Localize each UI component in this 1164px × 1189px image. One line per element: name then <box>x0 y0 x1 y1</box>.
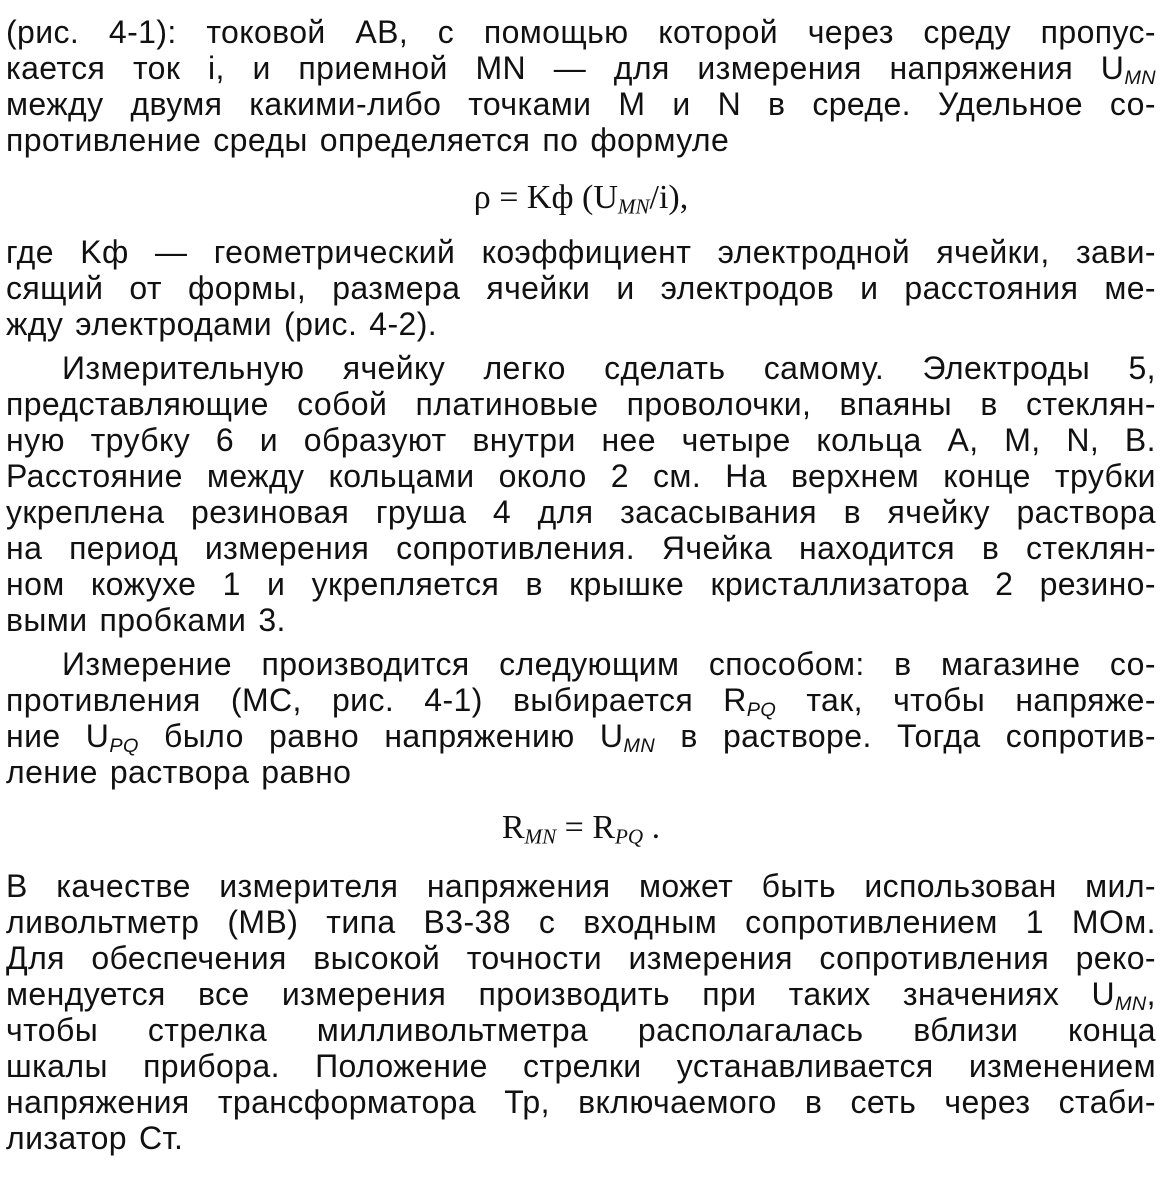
word: чтобы <box>893 682 986 718</box>
word: Ячейка <box>661 530 773 566</box>
word: следующим <box>499 646 680 682</box>
word: изменением <box>968 1048 1156 1084</box>
formula-resistance-equality: $R_{MN} = R_{PQ}$ . <box>501 809 661 849</box>
text-line <box>6 14 1156 50</box>
word: измерения <box>628 940 793 976</box>
word: резиновая <box>191 494 350 530</box>
word: напряже- <box>1015 682 1156 718</box>
word: равно <box>269 718 360 754</box>
word: со- <box>1109 646 1156 682</box>
word: при <box>702 976 757 1012</box>
word: (MC, <box>230 682 302 718</box>
word: раствора <box>109 754 250 790</box>
word: таких <box>788 976 871 1012</box>
word: помощью <box>483 14 629 50</box>
word: $U_{MN}$ <box>599 718 656 757</box>
word: ячейку <box>887 494 990 530</box>
word: На <box>725 458 767 494</box>
word: высокой <box>313 940 441 976</box>
word: 1 <box>222 566 241 602</box>
text-line <box>6 422 1156 458</box>
word: электродами <box>75 306 273 342</box>
paragraph-5 <box>6 868 1156 1156</box>
word: коэффициент <box>481 234 692 270</box>
word: значениях <box>902 976 1060 1012</box>
word: пропус- <box>1040 14 1156 50</box>
word: растворе. <box>722 718 872 754</box>
word: милливольтметра <box>316 1012 589 1048</box>
word: нее <box>601 422 656 458</box>
word: сопротивления. <box>396 530 636 566</box>
word: кристаллизатора <box>710 566 969 602</box>
word: стеклян- <box>1025 386 1156 422</box>
word: измерителя <box>219 868 399 904</box>
word: см. <box>653 458 702 494</box>
word: впаяны <box>839 386 953 422</box>
word: обеспечения <box>91 940 287 976</box>
word: в <box>980 386 998 422</box>
word: $U_{PQ}$ <box>85 718 139 757</box>
text-line <box>6 976 1156 1015</box>
word: в <box>981 530 1000 566</box>
word: производить <box>478 976 670 1012</box>
word: образуют <box>303 422 447 458</box>
text-line <box>6 50 1156 89</box>
word: сопротивления <box>819 940 1050 976</box>
word: формы, <box>188 270 307 306</box>
word: ливольтметр <box>6 904 200 940</box>
word: противления <box>6 682 201 718</box>
word: геометрический <box>213 234 456 270</box>
word: измерения <box>204 530 370 566</box>
text-line <box>6 1048 1156 1084</box>
word: измерения <box>281 976 447 1012</box>
word: двумя <box>130 86 223 122</box>
word: со- <box>1109 86 1156 122</box>
text-line <box>6 1012 1156 1048</box>
word: крышке <box>569 566 685 602</box>
text-line <box>6 1084 1156 1120</box>
word: и <box>267 566 286 602</box>
word: быть <box>761 868 836 904</box>
word: самому. <box>763 350 885 386</box>
word: резино- <box>1039 566 1156 602</box>
word: (рис. <box>6 14 80 50</box>
word: в <box>680 718 698 754</box>
word: B. <box>1124 422 1156 458</box>
word: в <box>525 566 543 602</box>
word: проволочки, <box>626 386 812 422</box>
word: платиновые <box>415 386 599 422</box>
word: которой <box>658 14 779 50</box>
word: стрелки <box>523 1048 642 1084</box>
word: кольца <box>816 422 922 458</box>
word: измерения <box>697 50 862 86</box>
text-line <box>6 940 1156 976</box>
word: с <box>437 14 455 50</box>
text-line <box>6 530 1156 566</box>
word: около <box>498 458 587 494</box>
word: груша <box>375 494 467 530</box>
word: устанавливается <box>676 1048 934 1084</box>
word: сящий <box>6 270 104 306</box>
word: кается <box>6 50 106 86</box>
text-line <box>6 122 1156 158</box>
word: приемной <box>298 50 448 86</box>
word: шкалы <box>6 1048 108 1084</box>
word: выбирается <box>512 682 694 718</box>
word: — <box>155 234 188 270</box>
text-line <box>6 868 1156 904</box>
word: AB, <box>355 14 409 50</box>
word: ячейки, <box>936 234 1050 270</box>
word: через <box>807 14 894 50</box>
word: четыре <box>681 422 791 458</box>
word: 4 <box>492 494 512 530</box>
word: ние <box>6 718 61 754</box>
word: и <box>672 86 691 122</box>
word: сеть <box>850 1084 917 1120</box>
word: 6 <box>215 422 235 458</box>
word: для <box>537 494 594 530</box>
word: 4-1): <box>108 14 177 50</box>
word: токовой <box>206 14 326 50</box>
word: через <box>944 1084 1031 1120</box>
text-line <box>6 386 1156 422</box>
word: верхнем <box>791 458 920 494</box>
word: 2 <box>610 458 629 494</box>
word: укреплена <box>6 494 165 530</box>
word: ячейку <box>342 350 446 386</box>
word: (рис. <box>284 306 358 342</box>
word: рис. <box>331 682 395 718</box>
word: 4-2). <box>369 306 438 342</box>
word: для <box>613 50 670 86</box>
word: находится <box>799 530 956 566</box>
word: конце <box>943 458 1031 494</box>
word: кожухе <box>90 566 197 602</box>
word: Удельное <box>937 86 1083 122</box>
word: жду <box>6 306 64 342</box>
word: размера <box>332 270 461 306</box>
text-line <box>6 754 1156 790</box>
text-line <box>6 1120 1156 1156</box>
word: входным <box>583 904 718 940</box>
word: МОм. <box>1071 904 1156 940</box>
word: трансформатора <box>217 1084 477 1120</box>
word: способом: <box>708 646 865 682</box>
formula-resistivity: ρ = Kф $(U_{MN}/i)$, <box>473 179 689 219</box>
word: определяется <box>319 122 531 158</box>
word: типа <box>326 904 396 940</box>
word: равно <box>261 754 352 790</box>
word: 2 <box>995 566 1014 602</box>
word: 4-1) <box>424 682 483 718</box>
word: A, <box>947 422 979 458</box>
word: Расстояние <box>6 458 183 494</box>
word: стрелка <box>147 1012 268 1048</box>
word: 5, <box>1128 350 1156 386</box>
word: Измерение <box>62 646 233 682</box>
word: точками <box>468 86 592 122</box>
word: ме- <box>1104 270 1156 306</box>
word: в <box>894 646 912 682</box>
word: конца <box>1068 1012 1156 1048</box>
word: сопротивлением <box>745 904 998 940</box>
word: от <box>129 270 162 306</box>
word: M <box>618 86 646 122</box>
word: В3-38 <box>423 904 511 940</box>
word: между <box>6 86 104 122</box>
word: засасывания <box>620 494 818 530</box>
word: все <box>197 976 250 1012</box>
word: и <box>860 270 879 306</box>
word: внутри <box>472 422 576 458</box>
word: где <box>6 234 54 270</box>
paragraph-2 <box>6 234 1156 342</box>
word: В <box>6 868 28 904</box>
word: Тр, <box>504 1084 550 1120</box>
word: по <box>542 122 579 158</box>
word: так, <box>806 682 863 718</box>
word: ную <box>6 422 65 458</box>
word: M, <box>1004 422 1041 458</box>
word: производится <box>261 646 470 682</box>
word: качестве <box>56 868 191 904</box>
text-line <box>6 904 1156 940</box>
word: может <box>638 868 734 904</box>
word: и <box>616 270 635 306</box>
word: использован <box>864 868 1057 904</box>
word: среду <box>923 14 1011 50</box>
word: Тогда <box>897 718 981 754</box>
word: Положение <box>315 1048 488 1084</box>
text-line <box>6 646 1156 682</box>
word: мендуется <box>6 976 166 1012</box>
word: вблизи <box>913 1012 1019 1048</box>
word: N, <box>1066 422 1100 458</box>
text-line <box>6 602 1156 638</box>
word: среде. <box>812 86 911 122</box>
word: N <box>717 86 742 122</box>
text-line <box>6 350 1156 386</box>
word: легко <box>483 350 566 386</box>
word: было <box>164 718 244 754</box>
text-line <box>6 306 1156 342</box>
word: между <box>206 458 305 494</box>
word: $U_{MN}$ <box>1100 50 1156 89</box>
word: с <box>538 904 556 940</box>
text-line <box>6 566 1156 602</box>
word: укрепляется <box>311 566 500 602</box>
text-line <box>6 458 1156 494</box>
word: сделать <box>604 350 726 386</box>
word: напряжению <box>384 718 575 754</box>
word: прибора. <box>143 1048 280 1084</box>
document-page <box>6 14 1156 1156</box>
word: на <box>6 530 43 566</box>
word: стеклян- <box>1026 530 1156 566</box>
word: — <box>553 50 587 86</box>
paragraph-4 <box>6 646 1156 790</box>
word: напряжения <box>889 50 1074 86</box>
word: расстояния <box>904 270 1079 306</box>
word: раствора <box>1016 494 1156 530</box>
word: включаемого <box>578 1084 777 1120</box>
word: MN <box>475 50 527 86</box>
word: ток <box>132 50 181 86</box>
word: какими-либо <box>249 86 442 122</box>
word: в <box>768 86 786 122</box>
word: ном <box>6 566 65 602</box>
word: в <box>843 494 861 530</box>
word: Kф <box>80 234 129 270</box>
word: противление <box>6 122 202 158</box>
word: выми <box>6 602 88 638</box>
word: располагалась <box>637 1012 864 1048</box>
word: в <box>804 1084 823 1120</box>
word: трубку <box>90 422 191 458</box>
word: формуле <box>590 122 730 158</box>
word: электродов <box>660 270 835 306</box>
text-line <box>6 234 1156 270</box>
text-line <box>6 494 1156 530</box>
text-line <box>6 682 1156 721</box>
word: Электроды <box>922 350 1091 386</box>
text-line <box>6 270 1156 306</box>
word: сопротив- <box>1005 718 1156 754</box>
word: 1 <box>1025 904 1044 940</box>
word: 3. <box>258 602 286 638</box>
word: период <box>69 530 179 566</box>
word: i, <box>207 50 225 86</box>
word: магазине <box>941 646 1081 682</box>
word: $U_{MN}$, <box>1091 976 1156 1015</box>
word: кольцами <box>328 458 475 494</box>
paragraph-3 <box>6 350 1156 638</box>
word: ячейки <box>486 270 591 306</box>
word: Ст. <box>139 1120 184 1156</box>
word: среды <box>213 122 308 158</box>
word: и <box>252 50 271 86</box>
word: стаби- <box>1058 1084 1156 1120</box>
word: точности <box>466 940 602 976</box>
word: зави- <box>1075 234 1156 270</box>
word: Измерительную <box>62 350 305 386</box>
text-line <box>6 86 1156 122</box>
word: трубки <box>1054 458 1156 494</box>
word: мил- <box>1085 868 1156 904</box>
word: и <box>259 422 279 458</box>
word: чтобы <box>6 1012 99 1048</box>
word: реко- <box>1075 940 1156 976</box>
word: собой <box>297 386 388 422</box>
word: пробками <box>99 602 247 638</box>
word: лизатор <box>6 1120 128 1156</box>
word: напряжения <box>426 868 611 904</box>
text-line <box>6 718 1156 757</box>
word: напряжения <box>6 1084 190 1120</box>
word: (MB) <box>227 904 299 940</box>
word: $R_{PQ}$ <box>723 682 777 721</box>
word: ление <box>6 754 98 790</box>
word: Для <box>6 940 65 976</box>
paragraph-1 <box>6 14 1156 158</box>
word: представляющие <box>6 386 269 422</box>
word: электродной <box>717 234 911 270</box>
